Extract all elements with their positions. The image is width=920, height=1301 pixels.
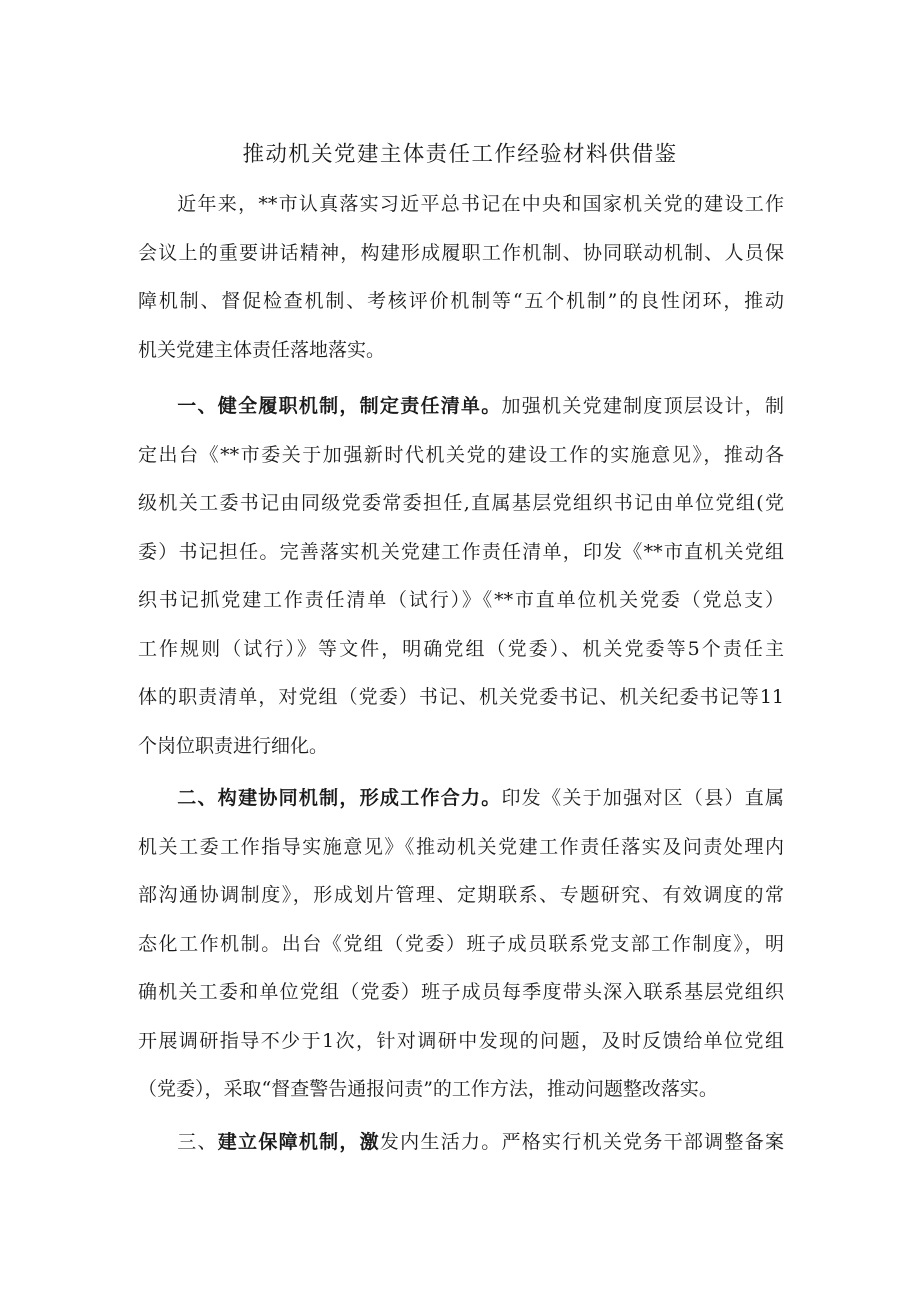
section-heading: 建立保障机制，激: [217, 1131, 380, 1153]
section-2-paragraph: [138, 774, 784, 1114]
text-line: 机关党建主体责任落地落实。: [138, 338, 386, 361]
section-1-paragraph: [138, 382, 784, 770]
text-line: 机关工委工作指导实施意见》《推动机关党建工作责任落实及问责处理内: [138, 835, 784, 858]
text-line: [138, 774, 784, 823]
text-line: 开展调研指导不少于1次，针对调研中发现的问题，及时反馈给单位党组: [138, 1029, 784, 1052]
text-line: 体的职责清单，对党组（党委）书记、机关党委书记、机关纪委书记等11: [138, 686, 784, 708]
text-line: 确机关工委和单位党组（党委）班子成员每季度带头深入联系基层党组织: [138, 981, 784, 1003]
text-line-content: 印发《关于加强对区（县）直属: [501, 787, 784, 809]
text-line: 个岗位职责进行细化。: [138, 734, 329, 757]
text-line: （党委），采取“督查警告通报问责”的工作方法，推动问题整改落实。: [138, 1078, 718, 1100]
text-line: 定出台《**市委关于加强新时代机关党的建设工作的实施意见》，推动各: [138, 443, 784, 466]
text-line: 态化工作机制。出台《党组（党委）班子成员联系党支部工作制度》，明: [138, 932, 784, 955]
section-heading: 一、健全履职机制，制定责任清单。: [176, 395, 502, 417]
text-line-content: 近年来，**市认真落实习近平总书记在中央和国家机关党的建设工作: [176, 193, 784, 215]
text-line: 委）书记担任。完善落实机关党建工作责任清单，印发《**市直机关党组: [138, 540, 784, 563]
document-title: 推动机关党建主体责任工作经验材料供借鉴: [242, 142, 678, 167]
text-line: [138, 382, 784, 431]
text-line: 会议上的重要讲话精神，构建形成履职工作机制、协同联动机制、人员保: [138, 241, 784, 264]
section-heading: 二、构建协同机制，形成工作合力。: [176, 787, 502, 809]
text-line-content: 加强机关党建制度顶层设计，制: [501, 395, 784, 417]
section-number: 三、: [176, 1131, 218, 1153]
text-line: [138, 1118, 784, 1167]
text-line: [138, 180, 784, 229]
text-line: 级机关工委书记由同级党委常委担任,直属基层党组织书记由单位党组(党: [138, 492, 784, 514]
text-line: 工作规则（试行）》等文件，明确党组（党委）、机关党委等5个责任主: [138, 637, 784, 660]
intro-paragraph: [138, 180, 784, 374]
section-3-paragraph: [138, 1118, 784, 1167]
text-line: 部沟通协调制度》，形成划片管理、定期联系、专题研究、有效调度的常: [138, 884, 784, 906]
text-line: 织书记抓党建工作责任清单（试行）》《**市直单位机关党委（党总支）: [138, 589, 784, 611]
text-line: 障机制、督促检查机制、考核评价机制等“五个机制”的良性闭环，推动: [138, 290, 784, 312]
text-line-content: 发内生活力。严格实行机关党务干部调整备案: [379, 1131, 784, 1153]
